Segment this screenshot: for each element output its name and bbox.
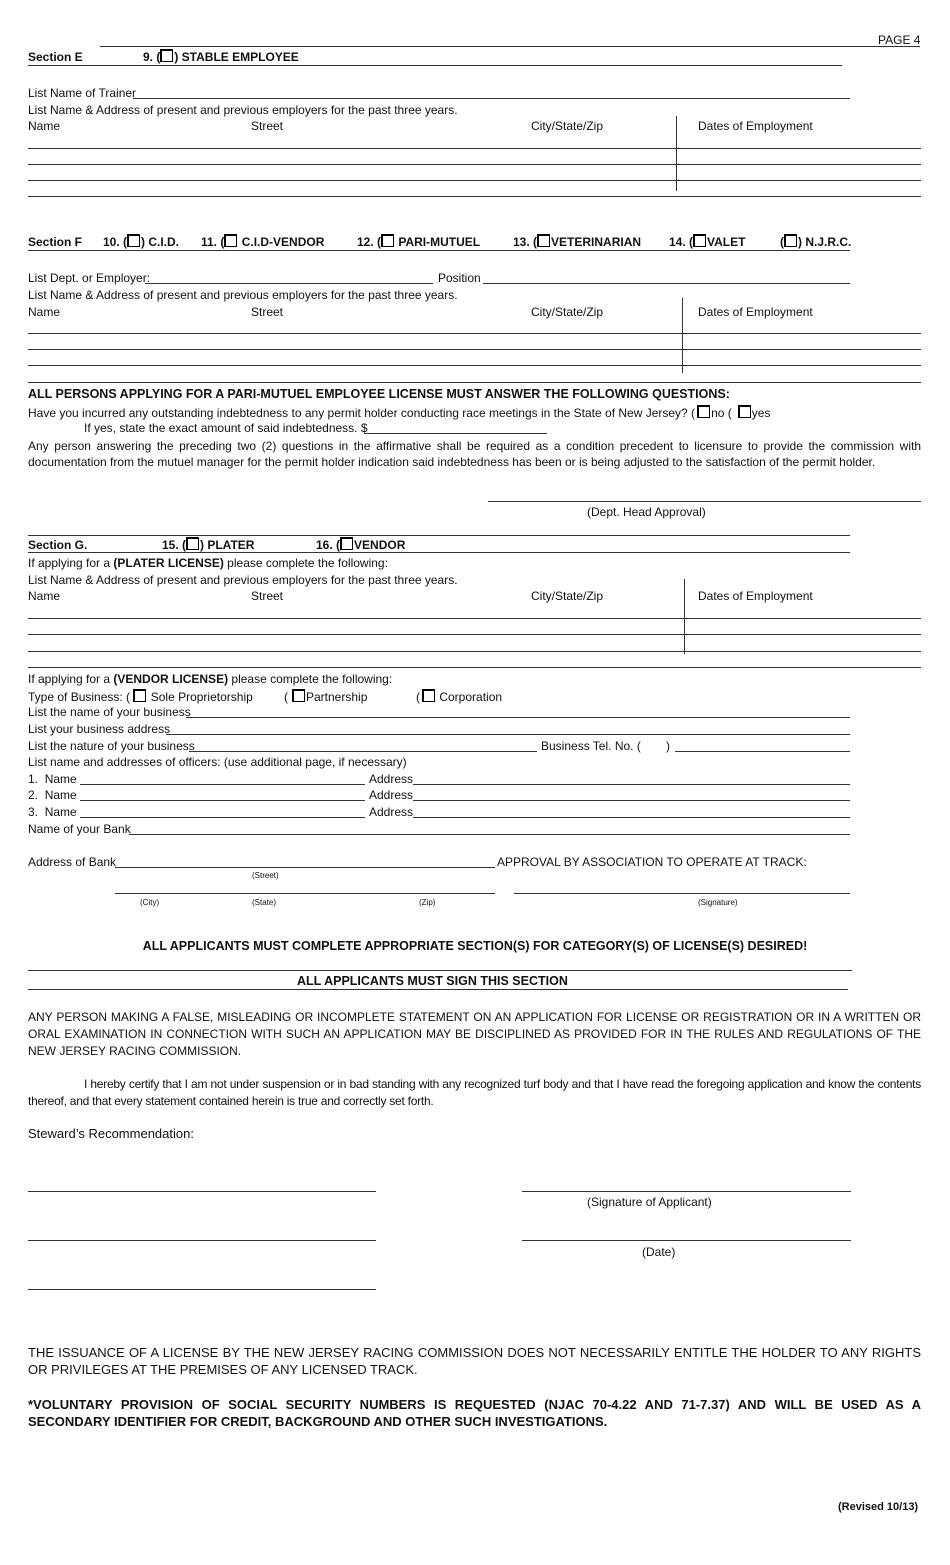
checkbox-vendor[interactable] (340, 537, 353, 550)
checkbox-cid[interactable] (127, 234, 140, 247)
officer-1-address-field[interactable] (413, 784, 850, 785)
officer-1-name-field[interactable] (80, 784, 365, 785)
col-name-f: Name (28, 305, 61, 319)
false-statement-warning: ANY PERSON MAKING A FALSE, MISLEADING OR INCOMPLETE STATEMENT ON AN APPLICATION FOR LICENSE OR REGISTRATION OR IN A WRITTEN OR ORAL EXAMINATION IN CONNECTION WITH SUCH AN APPLICATION MAY BE DISCIPLINED AS PROVIDED FOR IN THE RULES AND REGULATIONS OF THE NEW JERSEY RACING COMMISSION. (28, 1010, 921, 1058)
col-city-f: City/State/Zip (531, 305, 604, 319)
col-name-e: Name (28, 119, 61, 133)
row-line-g-3[interactable] (28, 651, 921, 652)
vendor-license-label: (VENDOR LICENSE) (113, 672, 229, 686)
option-stable-employee (143, 49, 299, 64)
vendor-intro-text: If applying for a (28, 672, 114, 686)
dept-head-approval-field[interactable] (488, 501, 921, 502)
employers-instruction-f: List Name & Address of present and previous employers for the past three years. (28, 288, 458, 302)
stewards-line-2[interactable] (28, 1240, 376, 1241)
row-line-g-1[interactable] (28, 618, 921, 619)
row-line-f-4[interactable] (28, 382, 921, 383)
col-dates-e: Dates of Employment (698, 119, 813, 133)
signature-caption: (Signature) (698, 898, 738, 907)
option-number: 13. ( (513, 235, 538, 249)
row-line-e-4[interactable] (28, 196, 921, 197)
checkbox-yes[interactable] (738, 405, 751, 418)
option-cid-vendor (201, 234, 324, 249)
business-tel-label: Business Tel. No. ( (541, 739, 641, 753)
sign-section-notice: ALL APPLICANTS MUST SIGN THIS SECTION (297, 974, 568, 988)
row-line-f-3[interactable] (28, 365, 921, 366)
vendor-intro (28, 672, 392, 686)
col-city-e: City/State/Zip (531, 119, 604, 133)
trainer-field[interactable] (133, 98, 850, 99)
row-line-e-1[interactable] (28, 148, 921, 149)
col-street-e: Street (251, 119, 284, 133)
city-caption: (City) (140, 898, 160, 907)
officer-3-name-field[interactable] (80, 817, 365, 818)
business-address-label: List your business address (28, 722, 171, 736)
option-label: VALET (707, 235, 746, 249)
row-line-f-2[interactable] (28, 349, 921, 350)
option-cid (103, 234, 179, 249)
option-pari-mutuel (357, 234, 480, 249)
checkbox-veterinarian[interactable] (537, 234, 550, 247)
business-tel-field[interactable] (675, 751, 850, 752)
partnership-option (284, 689, 367, 704)
officer-name-label: Name (44, 805, 77, 819)
row-line-g-2[interactable] (28, 634, 921, 635)
business-type-row (28, 689, 253, 704)
applicant-signature-field[interactable] (522, 1191, 851, 1192)
stewards-recommendation-label: Steward’s Recommendation: (28, 1126, 194, 1141)
option-number: 10. ( (103, 235, 128, 249)
option-vendor (316, 537, 405, 552)
revision-label: (Revised 10/13) (838, 1501, 919, 1513)
business-type-label: Type of Business: ( (28, 690, 131, 704)
checkbox-valet[interactable] (693, 234, 706, 247)
column-divider-g (684, 579, 685, 654)
col-dates-f: Dates of Employment (698, 305, 813, 319)
amount-label: If yes, state the exact amount of said indebtedness. $ (84, 421, 368, 435)
row-line-e-3[interactable] (28, 180, 921, 181)
business-nature-label: List the nature of your business (28, 739, 195, 753)
checkbox-corporation[interactable] (422, 689, 435, 702)
association-approval-label: APPROVAL BY ASSOCIATION TO OPERATE AT TRACK: (497, 855, 807, 869)
officer-3-address-label: Address (369, 805, 414, 819)
date-caption: (Date) (642, 1245, 676, 1259)
sole-proprietorship-label: Sole Proprietorship (150, 690, 253, 704)
business-name-label: List the name of your business (28, 705, 191, 719)
checkbox-njrc[interactable] (784, 234, 797, 247)
officer-2-address-field[interactable] (413, 800, 850, 801)
section-e-rule (28, 65, 842, 66)
no-label: no ( (711, 406, 732, 420)
corporation-option (416, 689, 502, 704)
dept-head-approval-caption: (Dept. Head Approval) (587, 505, 706, 519)
option-prefix: ( (416, 690, 420, 704)
option-label: ) N.J.R.C. (798, 235, 852, 249)
applicant-signature-caption: (Signature of Applicant) (587, 1195, 712, 1209)
date-field[interactable] (522, 1240, 851, 1241)
street-caption: (Street) (252, 871, 279, 880)
officer-2-name-field[interactable] (80, 800, 365, 801)
indebtedness-note: Any person answering the preceding two (2) questions in the affirmative shall be required as a condition precedent to licensure to provide the commission with documentation from the mutuel manager for the permit holder indication said indebtedness has been or is being adjusted to the satisfaction of the permit holder. (28, 439, 921, 469)
section-f-rule (28, 250, 850, 251)
section-g-title: Section G. (28, 538, 88, 552)
officer-1-name-label (28, 772, 77, 786)
col-city-g: City/State/Zip (531, 589, 604, 603)
bank-name-label: Name of your Bank (28, 822, 131, 836)
option-plater (162, 537, 254, 552)
option-label: VENDOR (354, 538, 406, 552)
header-rule (100, 46, 920, 47)
col-street-f: Street (251, 305, 284, 319)
plater-license-label: (PLATER LICENSE) (113, 556, 224, 570)
ssn-notice: *VOLUNTARY PROVISION OF SOCIAL SECURITY NUMBERS IS REQUESTED (NJAC 70-4.22 AND 71-7.37) AND WILL BE USED AS A SECONDARY IDENTIFIER FOR CREDIT, BACKGROUND AND OTHER SUCH INVESTIGATIONS. (28, 1397, 921, 1429)
col-name-g: Name (28, 589, 61, 603)
option-label: C.I.D-VENDOR (238, 235, 325, 249)
section-g-top-rule (28, 535, 850, 536)
section-e-title: Section E (28, 50, 83, 64)
row-line-g-4[interactable] (28, 667, 921, 668)
page-number: PAGE 4 (878, 33, 921, 47)
amount-field[interactable] (364, 433, 547, 434)
officer-2-address-label: Address (369, 788, 414, 802)
officer-num: 3. (28, 805, 39, 819)
officers-label: List name and addresses of officers: (use additional page, if necessary) (28, 755, 407, 769)
row-line-f-1[interactable] (28, 333, 921, 334)
officer-3-name-label (28, 805, 77, 819)
officer-3-address-field[interactable] (413, 817, 850, 818)
section-g-rule (28, 552, 850, 553)
plater-intro-tail: please complete the following: (223, 556, 388, 570)
zip-caption: (Zip) (419, 898, 436, 907)
stewards-line-1[interactable] (28, 1191, 376, 1192)
checkbox-stable-employee[interactable] (160, 49, 173, 62)
checkbox-sole-proprietorship[interactable] (133, 689, 146, 702)
option-valet (669, 234, 745, 249)
option-number: 15. ( (162, 538, 187, 552)
pari-mutuel-heading: ALL PERSONS APPLYING FOR A PARI-MUTUEL EMPLOYEE LICENSE MUST ANSWER THE FOLLOWING QUESTIONS: (28, 387, 730, 401)
plater-intro-text: If applying for a (28, 556, 114, 570)
option-veterinarian (513, 234, 641, 249)
vendor-intro-tail: please complete the following: (228, 672, 393, 686)
dept-field[interactable] (145, 283, 433, 284)
row-line-e-2[interactable] (28, 164, 921, 165)
checkbox-cid-vendor[interactable] (224, 234, 237, 247)
officer-name-label: Name (44, 772, 77, 786)
issuance-notice: THE ISSUANCE OF A LICENSE BY THE NEW JERSEY RACING COMMISSION DOES NOT NECESSARILY ENTITLE THE HOLDER TO ANY RIGHTS OR PRIVILEGES AT THE PREMISES OF ANY LICENSED TRACK. (28, 1345, 921, 1377)
bank-street-field[interactable] (115, 867, 495, 868)
option-number: ( (780, 235, 784, 249)
option-number: 14. ( (669, 235, 694, 249)
option-label: ) PLATER (200, 538, 255, 552)
business-address-field[interactable] (166, 734, 850, 735)
officer-name-label: Name (44, 788, 77, 802)
option-prefix: ( (284, 690, 288, 704)
option-number: 9. ( (143, 50, 161, 64)
option-label: ) C.I.D. (141, 235, 180, 249)
officer-num: 1. (28, 772, 39, 786)
business-tel-close: ) (666, 739, 670, 753)
bank-city-state-zip-field[interactable] (115, 893, 495, 894)
bank-name-field[interactable] (129, 834, 850, 835)
option-njrc (780, 234, 851, 249)
business-name-field[interactable] (186, 717, 850, 718)
officer-2-name-label (28, 788, 77, 802)
partnership-label: Partnership (306, 690, 368, 704)
officer-num: 2. (28, 788, 39, 802)
bank-address-label: Address of Bank (28, 855, 117, 869)
certification-statement: I hereby certify that I am not under suspension or in bad standing with any recognized turf body and that I have read the foregoing application and know the contents thereof, and that every statement contained herein is true and correctly set forth. (28, 1077, 921, 1108)
option-label: PARI-MUTUEL (395, 235, 481, 249)
position-label: Position (438, 271, 481, 285)
option-number: 16. ( (316, 538, 341, 552)
checkbox-plater[interactable] (186, 537, 199, 550)
employers-instruction-g: List Name & Address of present and previous employers for the past three years. (28, 573, 458, 587)
officer-1-address-label: Address (369, 772, 414, 786)
checkbox-no[interactable] (697, 405, 710, 418)
option-number: 12. ( (357, 235, 382, 249)
column-divider-f (682, 298, 683, 373)
sign-section-rule (28, 989, 848, 990)
dept-label: List Dept. or Employer: (28, 271, 151, 285)
checkbox-pari-mutuel[interactable] (381, 234, 394, 247)
state-caption: (State) (252, 898, 277, 907)
sign-section-top-rule (28, 970, 852, 971)
option-label: ) STABLE EMPLOYEE (174, 50, 299, 64)
employers-instruction-e: List Name & Address of present and previous employers for the past three years. (28, 103, 458, 117)
corporation-label: Corporation (439, 690, 503, 704)
option-label: VETERINARIAN (551, 235, 642, 249)
col-street-g: Street (251, 589, 284, 603)
complete-sections-notice: ALL APPLICANTS MUST COMPLETE APPROPRIATE SECTION(S) FOR CATEGORY(S) OF LICENSE(S) DESIRED! (142, 939, 808, 953)
col-dates-g: Dates of Employment (698, 589, 813, 603)
yes-label: yes (751, 406, 771, 420)
stewards-line-3[interactable] (28, 1289, 376, 1290)
plater-intro (28, 556, 388, 570)
option-number: 11. ( (201, 235, 225, 249)
checkbox-partnership[interactable] (292, 689, 305, 702)
question-text: Have you incurred any outstanding indebtedness to any permit holder conducting race meetings in the State of New Jersey? ( (28, 406, 696, 420)
trainer-label: List Name of Trainer (28, 86, 137, 100)
indebtedness-question (28, 405, 770, 420)
business-nature-field[interactable] (189, 751, 537, 752)
association-signature-field[interactable] (514, 893, 850, 894)
section-f-title: Section F (28, 235, 83, 249)
position-field[interactable] (483, 283, 850, 284)
